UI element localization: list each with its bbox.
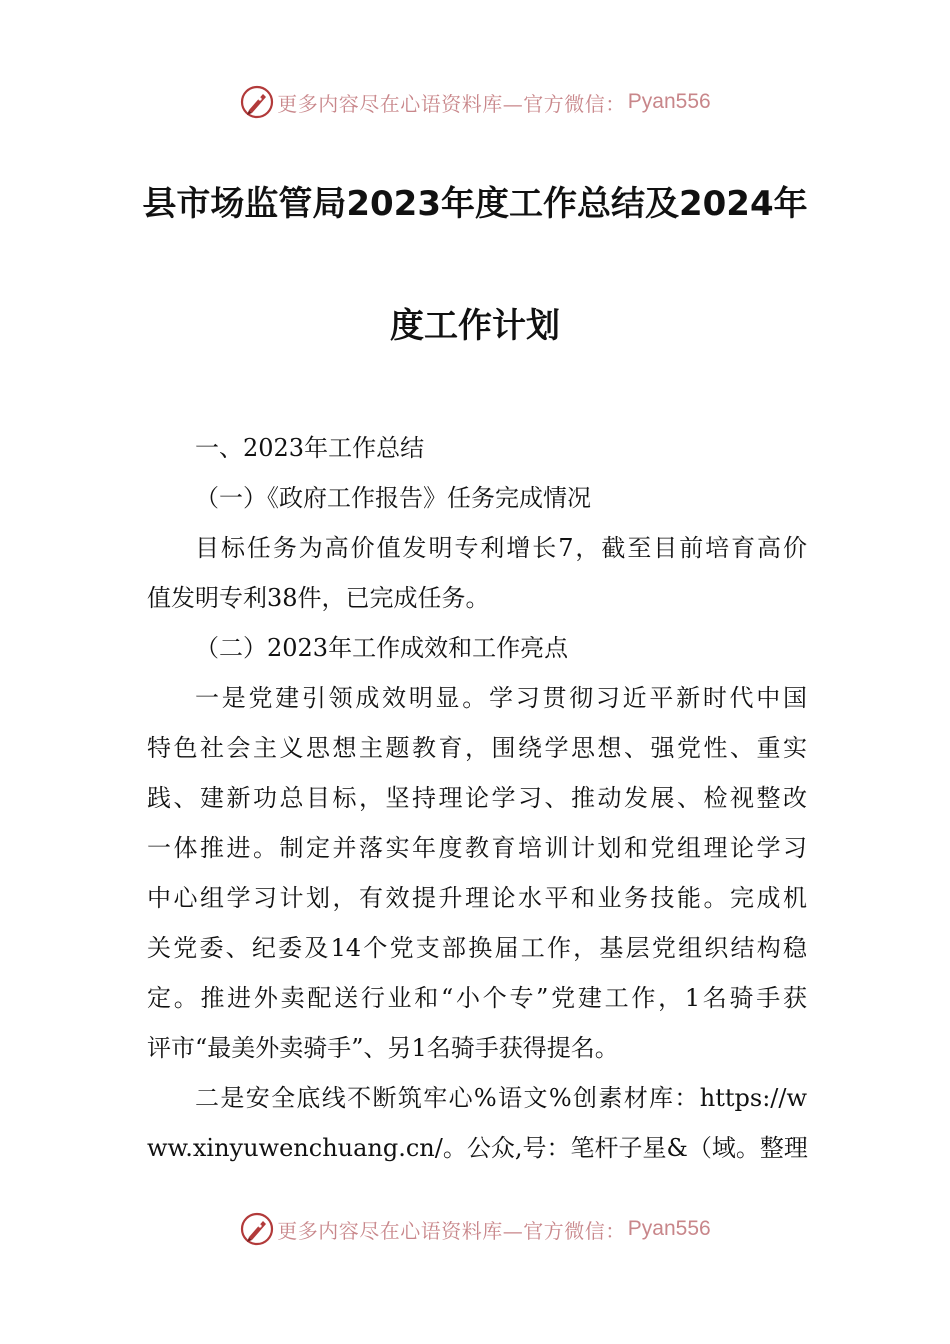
paragraph-2-line: 一是党建引领成效明显。学习贯彻习近平新时代中国: [195, 684, 807, 712]
paragraph-2-line: 评市“最美外卖骑手”、另1名骑手获得提名。: [147, 1034, 619, 1062]
paragraph-2-line: 中心组学习计划，有效提升理论水平和业务技能。完成机: [147, 884, 807, 912]
paragraph-2-line: 一体推进。制定并落实年度教育培训计划和党组理论学习: [147, 834, 807, 862]
subsection-heading-1: （一）《政府工作报告》任务完成情况: [195, 484, 591, 512]
watermark-banner-top: [0, 82, 950, 122]
watermark-text: 更多内容尽在心语资料库—官方微信：: [277, 91, 626, 116]
document-title-line-1: 县市场监管局2023年度工作总结及2024年: [142, 184, 808, 224]
section-heading-1: 一、2023年工作总结: [195, 434, 425, 462]
paragraph-1-line: 值发明专利38件，已完成任务。: [147, 584, 490, 612]
paragraph-2-line: 特色社会主义思想主题教育，围绕学思想、强党性、重实: [147, 734, 807, 762]
watermark-banner-bottom: [0, 1209, 950, 1249]
paragraph-3-line: ww.xinyuwenchuang.cn/。公众,号：笔杆子星&（域。整理: [147, 1134, 808, 1162]
paragraph-2-line: 践、建新功总目标，坚持理论学习、推动发展、检视整改: [147, 784, 807, 812]
document-title-line-2: 度工作计划: [390, 306, 560, 346]
pen-circle-logo-icon: [239, 84, 275, 120]
paragraph-2-line: 定。推进外卖配送行业和“小个专”党建工作，1名骑手获: [147, 984, 807, 1012]
pen-circle-logo-icon: [239, 1211, 275, 1247]
paragraph-2-line: 关党委、纪委及14个党支部换届工作，基层党组织结构稳: [147, 934, 807, 962]
watermark-wechat-id: Pyan556: [627, 90, 711, 113]
subsection-heading-2: （二）2023年工作成效和工作亮点: [195, 634, 569, 662]
watermark-wechat-id: Pyan556: [627, 1217, 711, 1240]
paragraph-1-line: 目标任务为高价值发明专利增长7，截至目前培育高价: [195, 534, 807, 562]
paragraph-3-line: 二是安全底线不断筑牢心%语文%创素材库：https://w: [195, 1084, 807, 1112]
watermark-text: 更多内容尽在心语资料库—官方微信：: [277, 1218, 626, 1243]
